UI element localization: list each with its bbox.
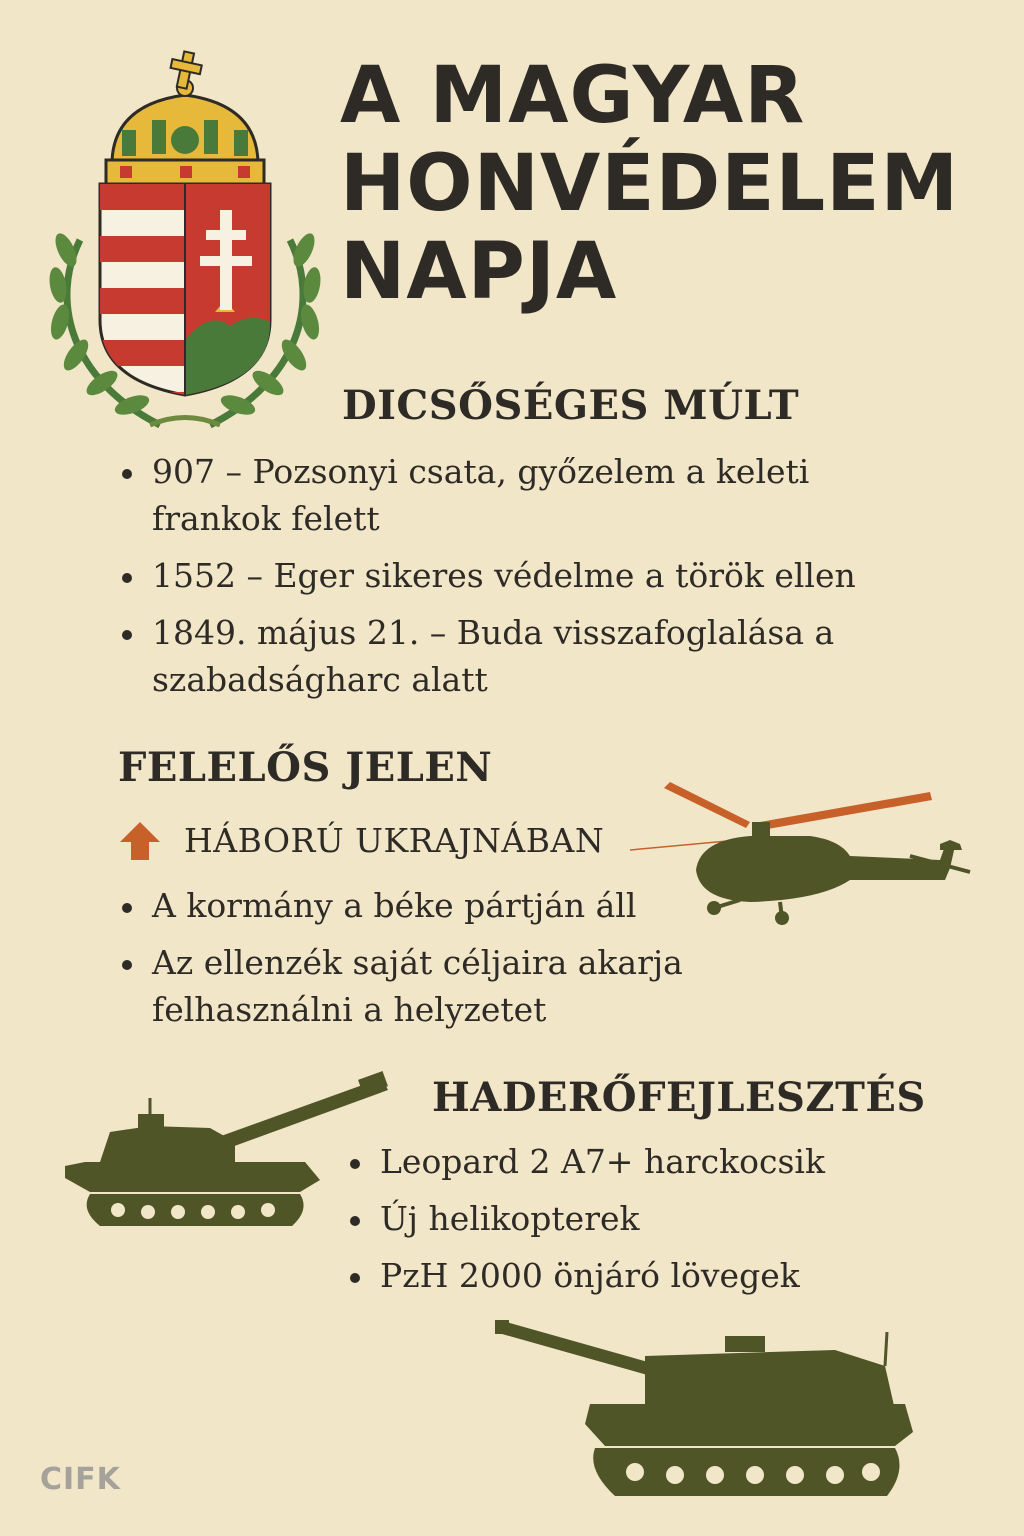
list-item: Leopard 2 A7+ harckocsik (346, 1138, 946, 1185)
list-item: Az ellenzék saját céljaira akarja felhasználni a helyzetet (118, 939, 738, 1033)
tank-icon (60, 1070, 390, 1250)
list-item: 907 – Pozsonyi csata, győzelem a keleti frankok felett (118, 448, 898, 542)
list-item: PzH 2000 önjáró lövegek (346, 1252, 946, 1299)
title-line-2: HONVÉDELEM (340, 139, 960, 229)
list-item: 1849. május 21. – Buda visszafoglalása a szabadságharc alatt (118, 609, 898, 703)
self-propelled-howitzer-icon (495, 1320, 915, 1520)
page-title (340, 52, 1010, 316)
topic-row (118, 818, 604, 862)
list-item: 1552 – Eger sikeres védelme a török ellen (118, 552, 898, 599)
section-heading-present: FELELŐS JELEN (118, 744, 493, 791)
section-heading-past: DICSŐSÉGES MÚLT (342, 382, 800, 429)
helicopter-icon (600, 760, 1000, 940)
list-item: A kormány a béke pártján áll (118, 882, 738, 929)
section-heading-development: HADERŐFEJLESZTÉS (432, 1074, 926, 1121)
arrow-up-icon (118, 818, 162, 862)
signature: CIFK (40, 1462, 121, 1497)
list-item: Új helikopterek (346, 1195, 946, 1242)
coat-of-arms-icon (40, 50, 330, 440)
title-line-3: NAPJA (340, 227, 618, 317)
topic-label: HÁBORÚ UKRAJNÁBAN (184, 820, 605, 860)
development-list (346, 1138, 946, 1309)
title-line-1: A MAGYAR (340, 51, 806, 141)
past-list (118, 448, 898, 713)
